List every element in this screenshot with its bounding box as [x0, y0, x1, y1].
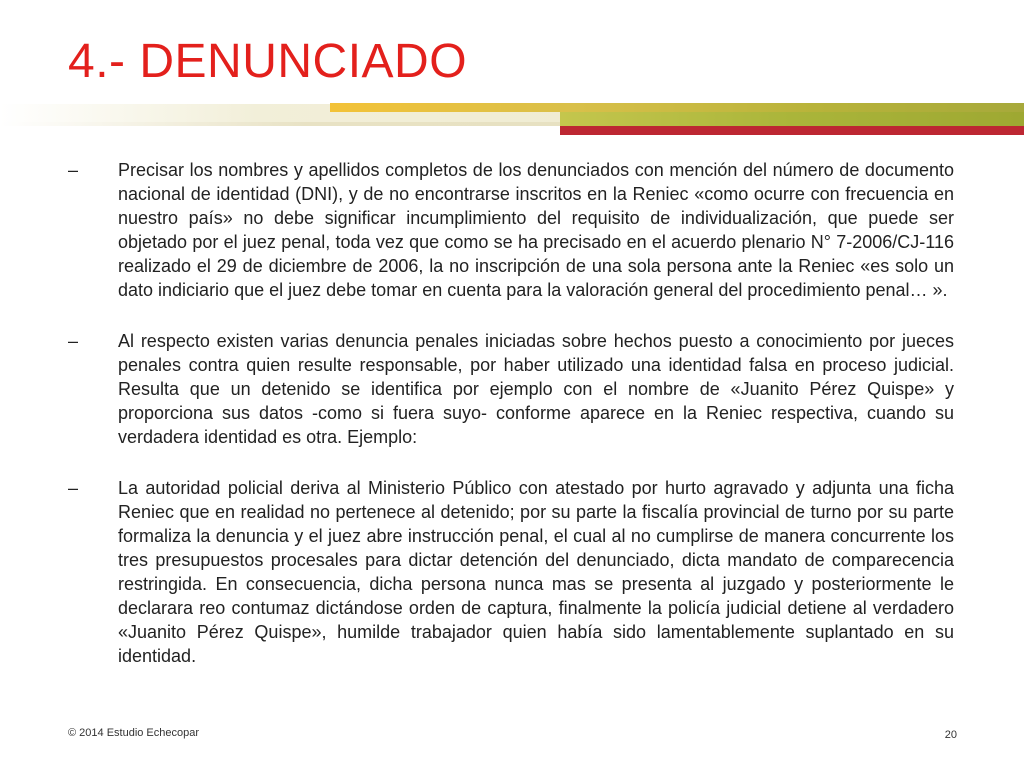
header-band-red — [560, 126, 1024, 135]
page-number: 20 — [944, 729, 957, 741]
bullet-item-1 — [68, 158, 954, 302]
bullet-dash: – — [68, 478, 79, 498]
bullet-text-2: Al respecto existen varias denuncia penales iniciadas sobre hechos puesto a conocimiento por jueces penales contra quien resulte responsable, por haber utilizado una identidad falsa en proceso judicial. Resulta que un detenido se identifica por ejemplo con el nombre de «Juanito Pérez Quispe» y proporciona sus datos -como si fuera suyo- conforme aparece en la Reniec respectiva, cuando su verdadera identidad es otra. Ejemplo: — [118, 331, 954, 447]
bullet-text-3: La autoridad policial deriva al Ministerio Público con atestado por hurto agravado y adjunta una ficha Reniec que en realidad no pertenece al detenido; por su parte la fiscalía provincial de turno por su parte formaliza la denuncia y el juez abre instrucción penal, el cual al no cumplirse de manera concurrente los tres presupuestos procesales para dictar detención del denunciado, dicta mandato de comparecencia restringida. En consecuencia, dicha persona nunca mas se presenta al juzgado y posteriormente le declarara reo contumaz dictándose orden de captura, finalmente la policía judicial detiene al verdadero «Juanito Pérez Quispe», humilde trabajador quien había sido lamentablemente suplantado en su identidad. — [118, 478, 954, 666]
bullet-text-1: Precisar los nombres y apellidos completos de los denunciados con mención del número de documento nacional de identidad (DNI), y de no encontrarse inscritos en la Reniec «como ocurre con frecuencia en nuestro país» no debe significar incumplimiento del requisito de individualización, que puede ser objetado por el juez penal, toda vez que como se ha precisado en el acuerdo plenario N° 7-2006/CJ-116 realizado el 29 de diciembre de 2006, la no inscripción de una sola persona ante la Reniec «es solo un dato indiciario que el juez debe tomar en cuenta para la valoración general del procedimiento penal… ». — [118, 160, 954, 300]
footer-copyright: © 2014 Estudio Echecopar — [68, 727, 200, 739]
bullet-dash: – — [68, 160, 79, 180]
header-band-gold — [330, 103, 1024, 112]
bullet-dash: – — [68, 331, 79, 351]
slide-title: 4.- DENUNCIADO — [68, 35, 468, 88]
bullet-item-3 — [68, 476, 954, 668]
header-band-green — [560, 112, 1024, 126]
bullet-list — [68, 158, 954, 695]
bullet-item-2 — [68, 329, 954, 449]
